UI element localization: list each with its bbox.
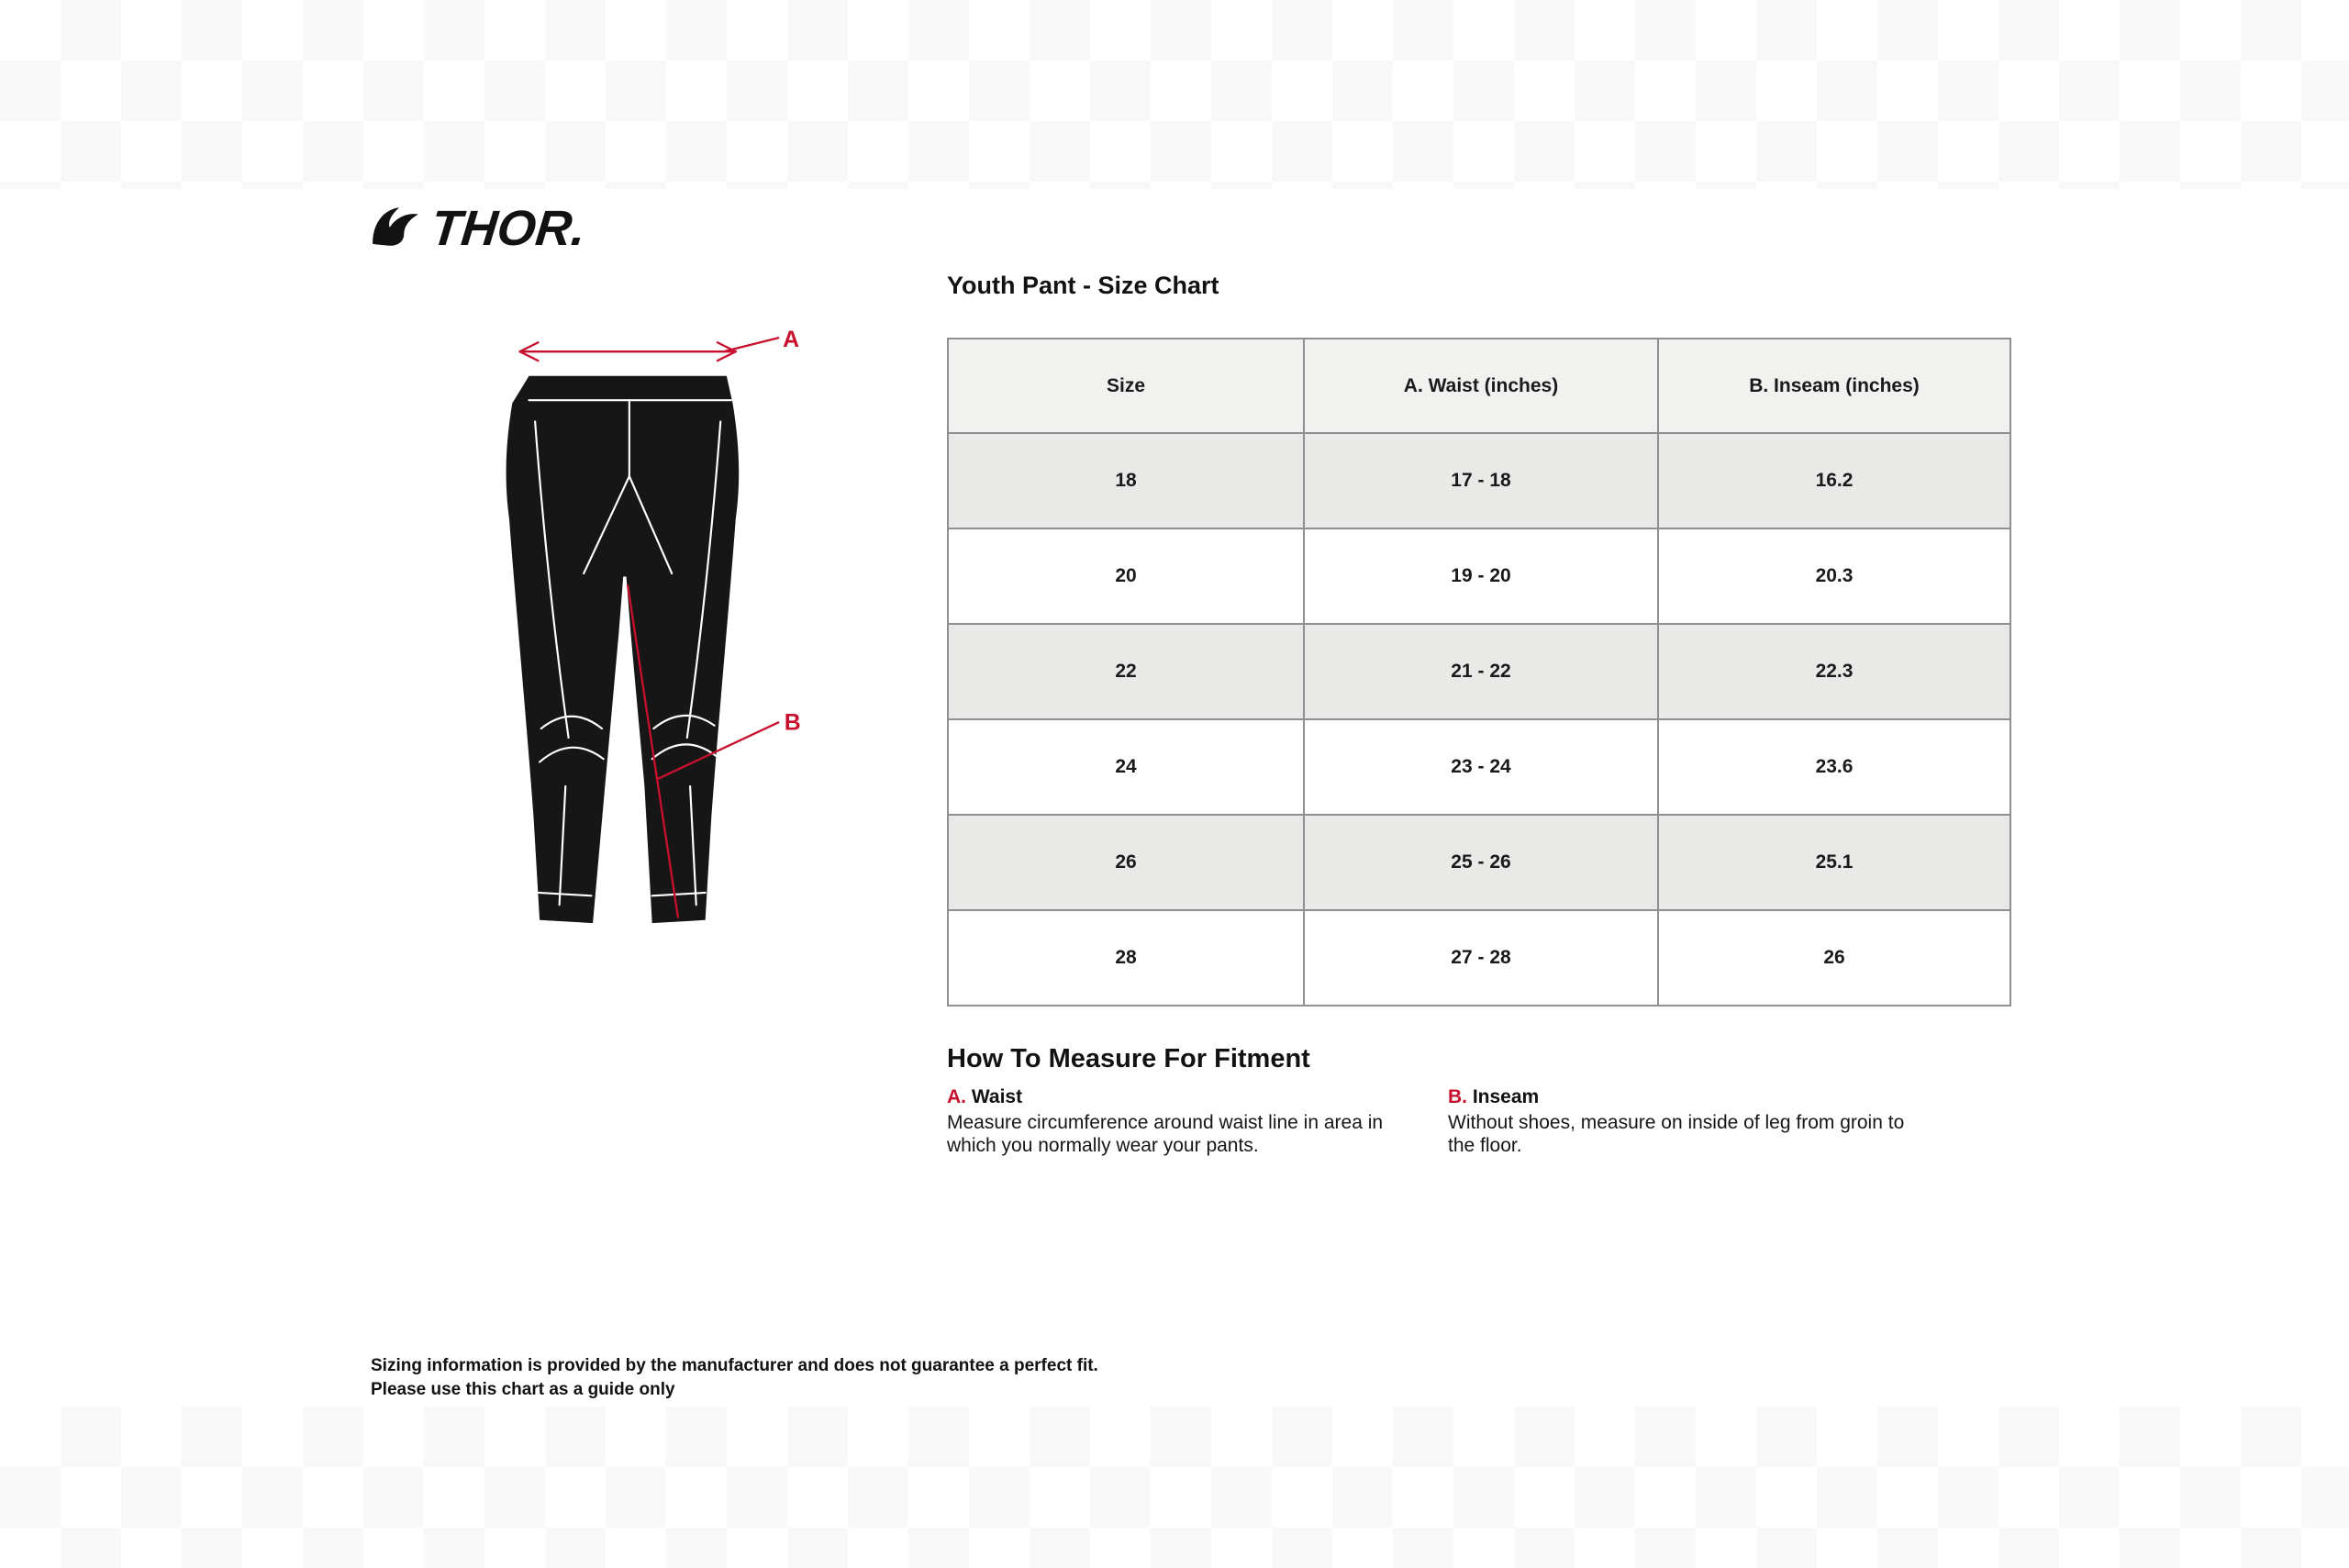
waist-label-connector [724, 338, 779, 351]
table-row [948, 528, 2010, 624]
waist-name: Waist [971, 1086, 1023, 1107]
inseam-section-label [1448, 1086, 1907, 1108]
cell-size: 28 [948, 910, 1304, 1006]
table-row [948, 719, 2010, 815]
cell-inseam: 20.3 [1658, 528, 2010, 624]
thor-horns-icon [371, 206, 424, 251]
how-to-waist-section [947, 1086, 1429, 1157]
cell-inseam: 26 [1658, 910, 2010, 1006]
size-chart-table [947, 338, 2011, 1006]
checker-pattern-bottom [0, 1407, 2349, 1568]
col-header-inseam: B. Inseam (inches) [1658, 339, 2010, 433]
cell-waist: 23 - 24 [1304, 719, 1658, 815]
cell-size: 18 [948, 433, 1304, 528]
table-row [948, 433, 2010, 528]
table-row [948, 815, 2010, 910]
pant-illustration [495, 330, 815, 937]
sizing-disclaimer [371, 1354, 1098, 1401]
thor-logo-text: THOR. [428, 201, 589, 256]
waist-section-label [947, 1086, 1429, 1108]
cell-size: 22 [948, 624, 1304, 719]
inseam-name: Inseam [1472, 1086, 1540, 1107]
cell-waist: 25 - 26 [1304, 815, 1658, 910]
cell-inseam: 22.3 [1658, 624, 2010, 719]
disclaimer-line-1: Sizing information is provided by the manufacturer and does not guarantee a perfect fit. [371, 1356, 1098, 1375]
cell-inseam: 25.1 [1658, 815, 2010, 910]
inseam-instructions: Without shoes, measure on inside of leg from groin to the floor. [1448, 1112, 1905, 1157]
cell-inseam: 16.2 [1658, 433, 2010, 528]
pant-silhouette [507, 376, 740, 923]
how-to-inseam-section [1448, 1086, 1907, 1157]
waist-instructions: Measure circumference around waist line in area in which you normally wear your pants. [947, 1112, 1384, 1157]
cell-size: 20 [948, 528, 1304, 624]
col-header-size: Size [948, 339, 1304, 433]
table-row [948, 910, 2010, 1006]
inseam-label-b: B [784, 710, 801, 736]
thor-logo [371, 201, 589, 256]
page-title: Youth Pant - Size Chart [947, 272, 1219, 299]
cell-waist: 17 - 18 [1304, 433, 1658, 528]
cell-waist: 27 - 28 [1304, 910, 1658, 1006]
waist-label-a: A [783, 330, 800, 353]
table-row [948, 624, 2010, 719]
table-header-row [948, 339, 2010, 433]
disclaimer-line-2: Please use this chart as a guide only [371, 1379, 675, 1399]
cell-waist: 19 - 20 [1304, 528, 1658, 624]
cell-size: 26 [948, 815, 1304, 910]
col-header-waist: A. Waist (inches) [1304, 339, 1658, 433]
inseam-letter: B. [1448, 1086, 1467, 1107]
checker-pattern-top [0, 0, 2349, 189]
how-to-measure-heading: How To Measure For Fitment [947, 1044, 1310, 1073]
pant-measurement-diagram [495, 330, 815, 937]
waist-letter: A. [947, 1086, 966, 1107]
cell-waist: 21 - 22 [1304, 624, 1658, 719]
cell-inseam: 23.6 [1658, 719, 2010, 815]
cell-size: 24 [948, 719, 1304, 815]
